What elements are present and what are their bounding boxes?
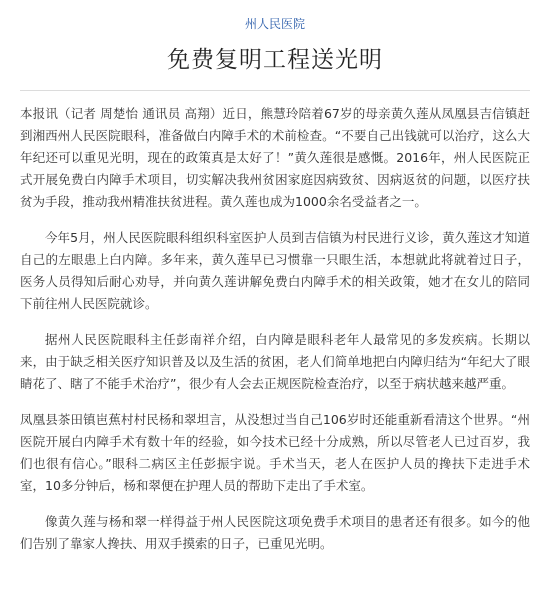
paragraph-5: 像黄久莲与杨和翠一样得益于州人民医院这项免费手术项目的患者还有很多。如今的他们告别了靠家人搀扶、用双手摸索的日子，已重见光明。: [20, 514, 530, 551]
article-title: 免费复明工程送光明: [167, 47, 383, 73]
paragraph-3: 据州人民医院眼科主任彭南祥介绍，白内障是眼科老年人最常见的多发疾病。长期以来，由于缺乏相关医疗知识普及以及生活的贫困，老人们简单地把白内障归结为“年纪大了眼睛花了、瞎了不能手术治疗”，很少有人会去正规医院检查治疗，以至于病状越来越严重。: [20, 332, 530, 391]
article-body: [20, 91, 530, 555]
paragraph-2: 今年5月，州人民医院眼科组织科室医护人员到吉信镇为村民进行义诊，黄久莲这才知道自己的左眼患上白内障。多年来，黄久莲早已习惯靠一只眼生活，本想就此将就着过日子，医务人员得知后耐心劝导，并向黄久莲讲解免费白内障手术的相关政策，她才在女儿的陪同下前往州人民医院就诊。: [20, 230, 530, 311]
paragraph-4: 凤凰县茶田镇岜蕉村村民杨和翠坦言，从没想过当自己106岁时还能重新看清这个世界。“州医院开展白内障手术有数十年的经验，如今技术已经十分成熟，所以尽管老人已过百岁，我们也很有信心。”眼科二病区主任彭振宇说。手术当天，老人在医护人员的搀扶下走进手术室，10多分钟后，杨和翠便在护理人员的帮助下走出了手术室。: [20, 412, 530, 493]
source-label[interactable]: 州人民医院: [244, 17, 305, 31]
paragraph-1: 本报讯（记者 周楚怡 通讯员 高翔）近日，熊慧玲陪着67岁的母亲黄久莲从凤凰县吉信镇赶到湘西州人民医院眼科，准备做白内障手术的术前检查。“不要自己出钱就可以治疗，这么大年纪还可以重见光明，现在的政策真是太好了！”黄久莲很是感慨。2016年，州人民医院正式开展免费白内障手术项目，切实解决我州贫困家庭因病致贫、因病返贫的问题，以医疗扶贫为手段，推动我州精准扶贫进程。黄久莲也成为1000余名受益者之一。: [20, 106, 530, 209]
